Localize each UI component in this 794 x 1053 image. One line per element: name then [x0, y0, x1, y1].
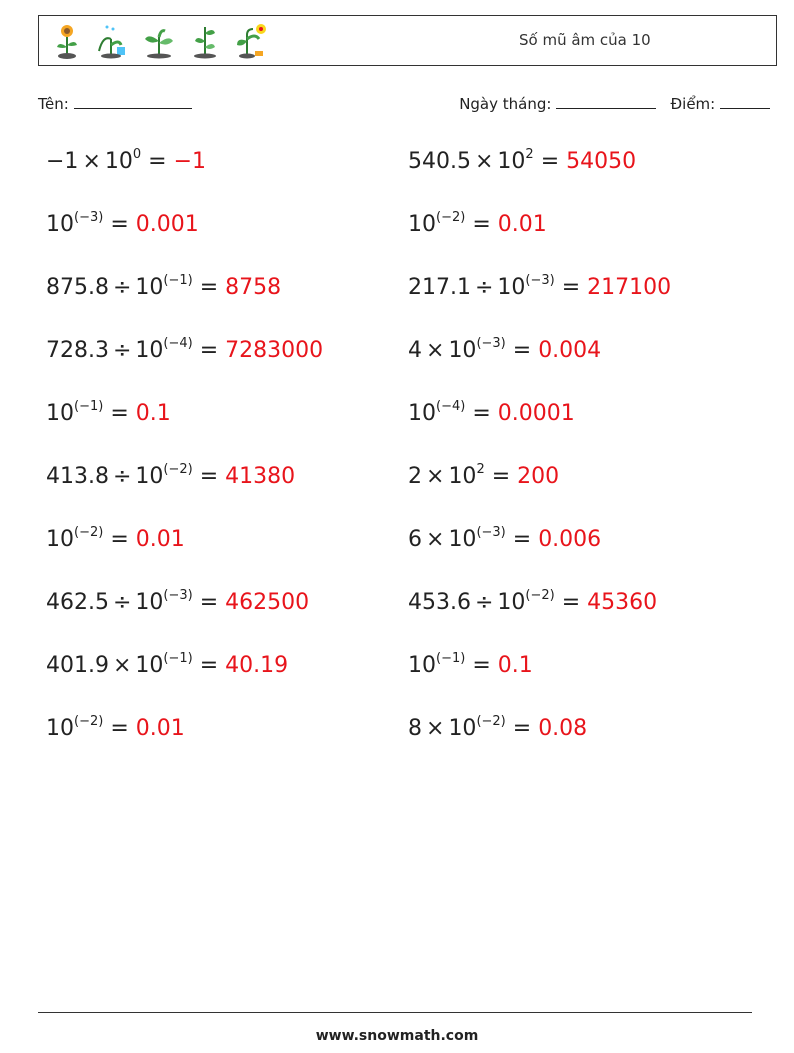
power-base: 10: [135, 275, 164, 300]
answer: 217100: [587, 275, 672, 300]
equals-sign: =: [472, 401, 491, 426]
exponent: (−3): [74, 209, 104, 225]
problem-item: [408, 399, 575, 429]
power-base: 10: [135, 338, 164, 363]
answer: 0.01: [135, 716, 185, 741]
operator: ÷: [474, 590, 494, 615]
exponent: 2: [525, 146, 534, 162]
problem-item: [46, 210, 199, 240]
name-label: Tên:: [38, 95, 69, 113]
equals-sign: =: [561, 275, 581, 300]
footer-url: www.snowmath.com: [315, 1028, 479, 1044]
problem-item: [46, 462, 295, 492]
equals-sign: =: [512, 716, 532, 741]
problem-item: [46, 651, 288, 681]
operator: ×: [112, 653, 132, 678]
power-base: 10: [448, 464, 477, 489]
answer: 0.1: [497, 653, 533, 678]
operator: ×: [426, 716, 445, 741]
answer: 8758: [225, 275, 282, 300]
equals-sign: =: [199, 590, 219, 615]
exponent: (−2): [436, 209, 466, 225]
problem-item: [46, 147, 206, 177]
equals-sign: =: [110, 716, 129, 741]
answer: 0.1: [135, 401, 171, 426]
equals-sign: =: [199, 464, 219, 489]
operand: 6: [408, 527, 422, 552]
equals-sign: =: [199, 338, 219, 363]
operator: ×: [426, 464, 445, 489]
operand: 2: [408, 464, 422, 489]
answer: 0.006: [538, 527, 602, 552]
answer: 40.19: [225, 653, 289, 678]
power-base: 10: [135, 590, 164, 615]
power-base: 10: [448, 527, 477, 552]
answer: 0.0001: [497, 401, 575, 426]
problem-item: [408, 336, 601, 366]
problem-item: [408, 714, 587, 744]
exponent: (−4): [163, 335, 193, 351]
problem-item: [408, 462, 559, 492]
problem-item: [408, 588, 657, 618]
exponent: (−2): [476, 713, 506, 729]
operand: 401.9: [46, 653, 109, 678]
power-base: 10: [46, 716, 74, 741]
problem-item: [46, 273, 281, 303]
operator: ÷: [112, 275, 132, 300]
equals-sign: =: [199, 653, 219, 678]
operand: −1: [46, 149, 79, 174]
power-base: 10: [448, 716, 477, 741]
exponent: (−2): [163, 461, 193, 477]
equals-sign: =: [512, 338, 532, 363]
exponent: 2: [476, 461, 485, 477]
exponent: (−1): [163, 650, 193, 666]
exponent: (−2): [525, 587, 555, 603]
exponent: (−2): [74, 524, 104, 540]
power-base: 10: [448, 338, 477, 363]
power-base: 10: [408, 212, 436, 237]
operator: ÷: [112, 464, 132, 489]
answer: 200: [517, 464, 560, 489]
equals-sign: =: [472, 653, 491, 678]
equals-sign: =: [561, 590, 581, 615]
answer: 45360: [587, 590, 658, 615]
exponent: (−1): [74, 398, 104, 414]
exponent: (−3): [525, 272, 555, 288]
operand: 728.3: [46, 338, 109, 363]
problem-item: [408, 210, 547, 240]
power-base: 10: [104, 149, 133, 174]
operand: 4: [408, 338, 422, 363]
exponent: (−1): [163, 272, 193, 288]
operator: ×: [474, 149, 494, 174]
exponent: (−4): [436, 398, 466, 414]
exponent: 0: [132, 146, 142, 162]
exponent: (−3): [476, 335, 506, 351]
exponent: (−1): [436, 650, 466, 666]
score-label: Điểm:: [670, 95, 716, 113]
power-base: 10: [408, 401, 436, 426]
answer: 54050: [566, 149, 637, 174]
footer-divider: [38, 1012, 752, 1013]
problem-item: [46, 525, 185, 555]
answer: 7283000: [225, 338, 324, 363]
equals-sign: =: [472, 212, 491, 237]
operand: 8: [408, 716, 422, 741]
operand: 413.8: [46, 464, 109, 489]
power-base: 10: [46, 401, 74, 426]
equals-sign: =: [491, 464, 511, 489]
answer: 0.004: [538, 338, 602, 363]
problem-item: [46, 399, 171, 429]
power-base: 10: [46, 527, 74, 552]
answer: 0.01: [497, 212, 547, 237]
equals-sign: =: [110, 527, 129, 552]
answer: −1: [173, 149, 207, 174]
answer: 41380: [225, 464, 296, 489]
answer: 0.08: [538, 716, 588, 741]
equals-sign: =: [148, 149, 167, 174]
page-title: Số mũ âm của 10: [519, 31, 651, 49]
power-base: 10: [497, 275, 526, 300]
answer: 0.001: [135, 212, 199, 237]
power-base: 10: [497, 149, 526, 174]
operand: 540.5: [408, 149, 471, 174]
problem-item: [408, 147, 636, 177]
operator: ×: [426, 527, 445, 552]
equals-sign: =: [512, 527, 532, 552]
equals-sign: =: [110, 212, 129, 237]
exponent: (−3): [476, 524, 506, 540]
problem-item: [46, 588, 309, 618]
exponent: (−2): [74, 713, 104, 729]
date-label: Ngày tháng:: [459, 95, 552, 113]
operand: 462.5: [46, 590, 109, 615]
operand: 217.1: [408, 275, 471, 300]
problem-item: [46, 714, 185, 744]
power-base: 10: [497, 590, 526, 615]
answer: 462500: [225, 590, 310, 615]
problem-item: [408, 651, 533, 681]
equals-sign: =: [199, 275, 219, 300]
operator: ÷: [112, 590, 132, 615]
equals-sign: =: [540, 149, 560, 174]
equals-sign: =: [110, 401, 129, 426]
power-base: 10: [408, 653, 436, 678]
operator: ×: [426, 338, 445, 363]
power-base: 10: [46, 212, 74, 237]
operator: ÷: [112, 338, 132, 363]
answer: 0.01: [135, 527, 185, 552]
operator: ÷: [474, 275, 494, 300]
operand: 453.6: [408, 590, 471, 615]
power-base: 10: [135, 653, 164, 678]
problem-item: [408, 273, 671, 303]
operand: 875.8: [46, 275, 109, 300]
operator: ×: [82, 149, 101, 174]
problem-item: [408, 525, 601, 555]
problem-item: [46, 336, 323, 366]
power-base: 10: [135, 464, 164, 489]
exponent: (−3): [163, 587, 193, 603]
